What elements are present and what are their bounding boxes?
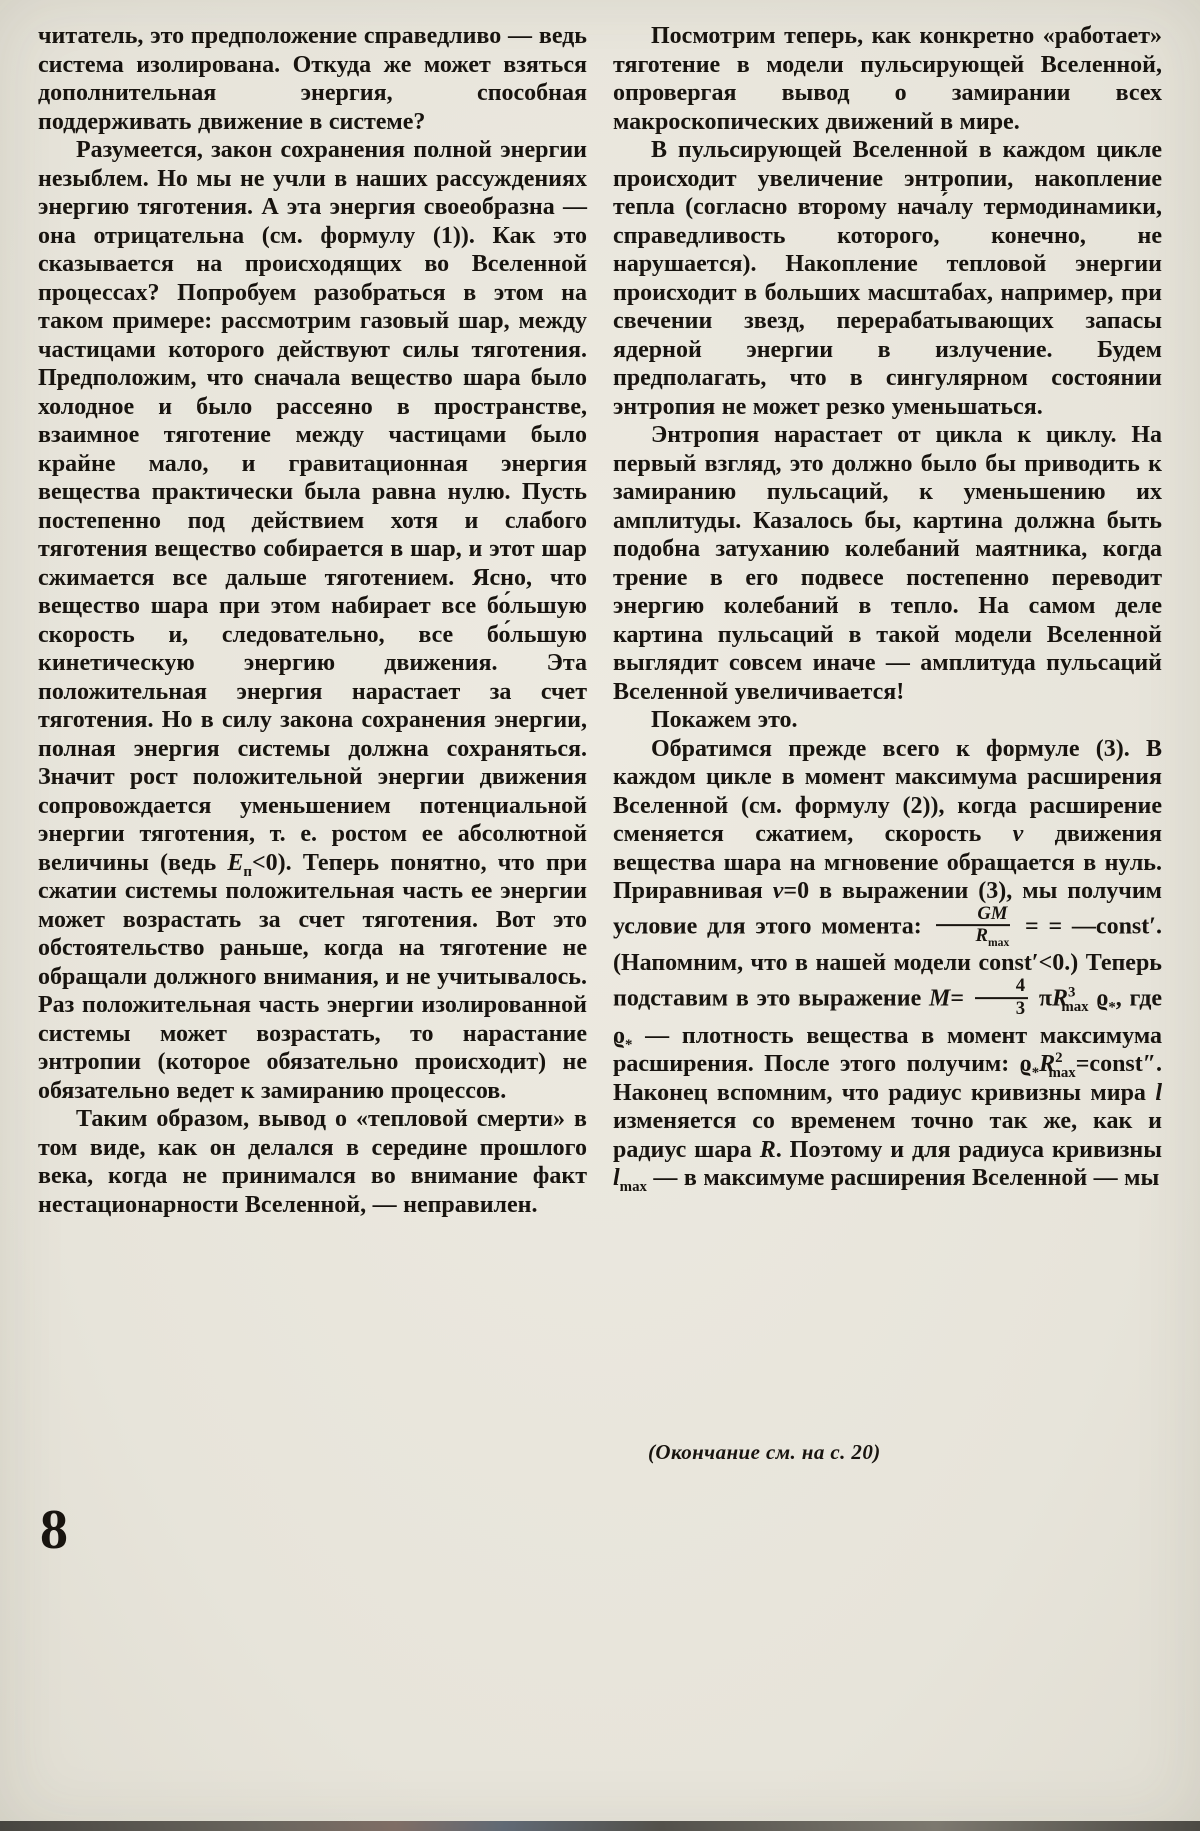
right-column <box>613 22 1162 1219</box>
paragraph: Таким образом, вывод о «тепловой смерти» в том виде, как он делался в середине прошлого века, когда не принимался во внимание факт нестационарности Вселенной, — неправилен. <box>38 1106 587 1218</box>
paragraph: Покажем это. <box>651 707 798 733</box>
paragraph: читатель, это предположение справедливо — ведь система изолирована. Откуда же может взяться дополнительная энергия, способная поддерживать движение в системе? <box>38 23 587 135</box>
paragraph: Посмотрим теперь, как конкретно «работает» тяготение в модели пульсирующей Вселенной, опровергая вывод о замирании всех макроскопических движений в мире. <box>613 23 1162 135</box>
paragraph: Разумеется, закон сохранения полной энергии незыблем. Но мы не учли в наших рассуждениях энергию тяготения. А эта энергия своеобразна — она отрицательна (см. формулу (1)). Как это сказывается на происходящих во Вселенной процессах? Попробуем разобраться в этом на таком примере: рассмотрим газовый шар, между частицами которого действуют силы тяготения. Предположим, что сначала вещество шара было холодное и было рассеяно в пространстве, взаимное тяготение между частицами было крайне мало, и гравитационная энергия вещества практически была равна нулю. Пусть постепенно под действием хотя и слабого тяготения вещество собирается в шар, и этот шар сжимается все дальше тяготением. Ясно, что вещество шара при этом набирает все бо́льшую скорость и, следовательно, все бо́льшую кинетическую энергию движения. Эта положительная энергия нарастает за счет тяготения. Но в силу закона сохранения энергии, полная энергия системы должна сохраняться. Значит рост положительной энергии движения сопровождается уменьшением потенциальной энергии тяготения, т. е. ростом ее абсолютной величины (ведь $E_п<0$). Теперь понятно, что при сжатии системы положительная часть ее энергии может возрастать за счет тяготения. Вот это обстоятельство раньше, когда на тяготение не обращали должного внимания, и не учитывалось. Раз положительная часть энергии изолированной системы может возрастать, то нарастание энтропии (которое обязательно происходит) не обязательно ведет к замиранию процессов. <box>38 137 587 1104</box>
page-number: 8 <box>40 1499 68 1561</box>
paragraph: В пульсирующей Вселенной в каждом цикле происходит увеличение энтропии, накопление тепла (согласно второму нача́лу термодинамики, справедливость которого, конечно, не нарушается). Накопление тепловой энергии происходит в больших масштабах, например, при свечении звезд, перерабатывающих запасы ядерной энергии в излучение. Будем предполагать, что в сингулярном состоянии энтропия не может резко уменьшаться. <box>613 137 1162 420</box>
paragraph: Обратимся прежде всего к формуле (3). В каждом цикле в момент максимума расширения Вселенной (см. формулу (2)), когда расширение сменяется сжатием, скорость v движения вещества шара на мгновение обращается в нуль. Приравнивая v=0 в выражении (3), мы получим условие для этого момента: $\frac{GM}{R_{max}}$ = = —const′. (Напомним, что в нашей модели const′<0.) Теперь подставим в это выражение M= $\frac{4}{3}$ $\pi R^3_{max}$ $ϱ_*$, где $ϱ_*$ — плотность вещества в момент максимума расширения. После этого получим: $ϱ_*R^2_{max}=const''$. Наконец вспомним, что радиус кривизны мира l изменяется со временем точно так же, как и радиус шара R. Поэтому и для радиуса кривизны $l_{max}$ — в максимуме расширения Вселенной — мы <box>613 735 1163 1196</box>
continuation-footnote: (Окончание см. на с. 20) <box>648 1440 881 1464</box>
scan-bottom-edge <box>0 1821 1200 1831</box>
left-column <box>38 22 587 1219</box>
paragraph: Энтропия нарастает от цикла к циклу. На первый взгляд, это должно было бы приводить к замиранию пульсаций, к уменьшению их амплитуды. Казалось бы, картина должна быть подобна затуханию колебаний маятника, когда трение в его подвесе постепенно переводит энергию колебаний в тепло. На самом деле картина пульсаций в такой модели Вселенной выглядит совсем иначе — амплитуда пульсаций Вселенной увеличивается! <box>613 422 1162 705</box>
